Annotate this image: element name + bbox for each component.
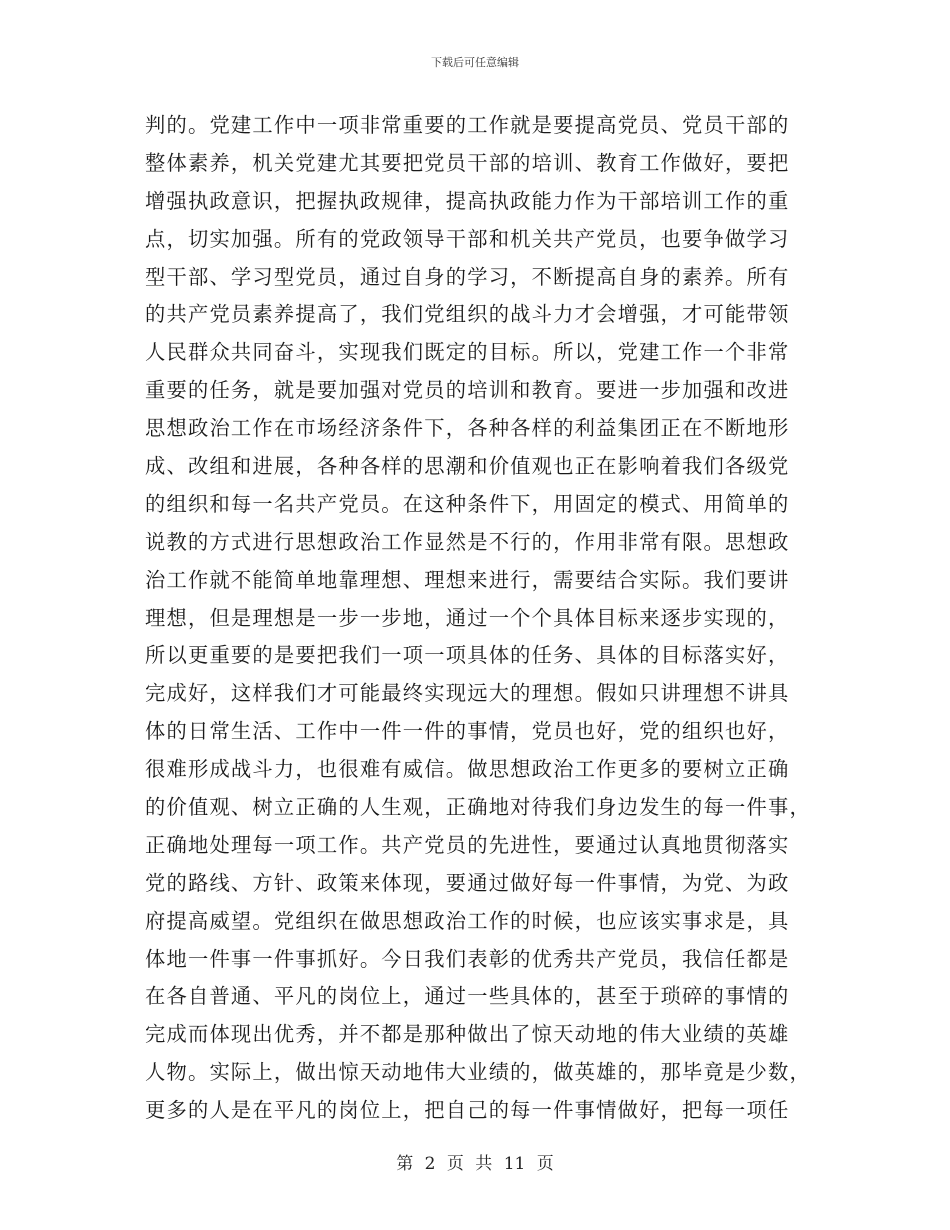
text-line: 完成而体现出优秀，并不都是那种做出了惊天动地的伟大业绩的英雄: [145, 1022, 790, 1047]
text-line: 在各自普通、平凡的岗位上，通过一些具体的，甚至于琐碎的事情的: [145, 984, 790, 1009]
text-line: 重要的任务，就是要加强对党员的培训和教育。要进一步加强和改进: [145, 378, 790, 403]
text-line: 点，切实加强。所有的党政领导干部和机关共产党员，也要争做学习: [145, 226, 790, 251]
text-line: 型干部、学习型党员，通过自身的学习，不断提高自身的素养。所有: [145, 264, 790, 289]
body-text: [145, 107, 811, 1130]
text-line: 完成好，这样我们才可能最终实现远大的理想。假如只讲理想不讲具: [145, 681, 790, 706]
page-footer: 第 2 页 共 11 页: [396, 1154, 554, 1174]
text-line: 很难形成战斗力，也很难有威信。做思想政治工作更多的要树立正确: [145, 757, 790, 782]
text-line: 府提高威望。党组织在做思想政治工作的时候，也应该实事求是，具: [145, 908, 790, 933]
text-line: 的组织和每一名共产党员。在这种条件下，用固定的模式、用简单的: [145, 491, 790, 516]
text-line: 的价值观、树立正确的人生观，正确地对待我们身边发生的每一件事，: [145, 795, 811, 820]
text-line: 人民群众共同奋斗，实现我们既定的目标。所以，党建工作一个非常: [145, 340, 790, 365]
page-header: 下载后可任意编辑: [431, 56, 519, 69]
text-line: 所以更重要的是要把我们一项一项具体的任务、具体的目标落实好，: [145, 643, 790, 668]
text-line: 人物。实际上，做出惊天动地伟大业绩的，做英雄的，那毕竟是少数，: [145, 1060, 811, 1085]
text-line: 说教的方式进行思想政治工作显然是不行的，作用非常有限。思想政: [145, 529, 790, 554]
text-line: 增强执政意识，把握执政规律，提高执政能力作为干部培训工作的重: [145, 188, 790, 213]
text-line: 体地一件事一件事抓好。今日我们表彰的优秀共产党员，我信任都是: [145, 946, 790, 971]
text-line: 理想，但是理想是一步一步地，通过一个个具体目标来逐步实现的，: [145, 605, 790, 630]
text-line: 更多的人是在平凡的岗位上，把自己的每一件事情做好，把每一项任: [145, 1098, 790, 1123]
text-line: 思想政治工作在市场经济条件下，各种各样的利益集团正在不断地形: [145, 416, 790, 441]
text-line: 成、改组和进展，各种各样的思潮和价值观也正在影响着我们各级党: [145, 454, 790, 479]
text-line: 判的。党建工作中一项非常重要的工作就是要提高党员、党员干部的: [145, 113, 790, 137]
text-line: 整体素养，机关党建尤其要把党员干部的培训、教育工作做好，要把: [145, 150, 790, 175]
text-line: 正确地处理每一项工作。共产党员的先进性，要通过认真地贯彻落实: [145, 832, 790, 857]
text-line: 体的日常生活、工作中一件一件的事情，党员也好，党的组织也好，: [145, 719, 790, 744]
text-line: 的共产党员素养提高了，我们党组织的战斗力才会增强，才可能带领: [145, 302, 790, 327]
text-line: 治工作就不能简单地靠理想、理想来进行，需要结合实际。我们要讲: [145, 567, 790, 592]
text-line: 党的路线、方针、政策来体现，要通过做好每一件事情，为党、为政: [145, 870, 790, 895]
